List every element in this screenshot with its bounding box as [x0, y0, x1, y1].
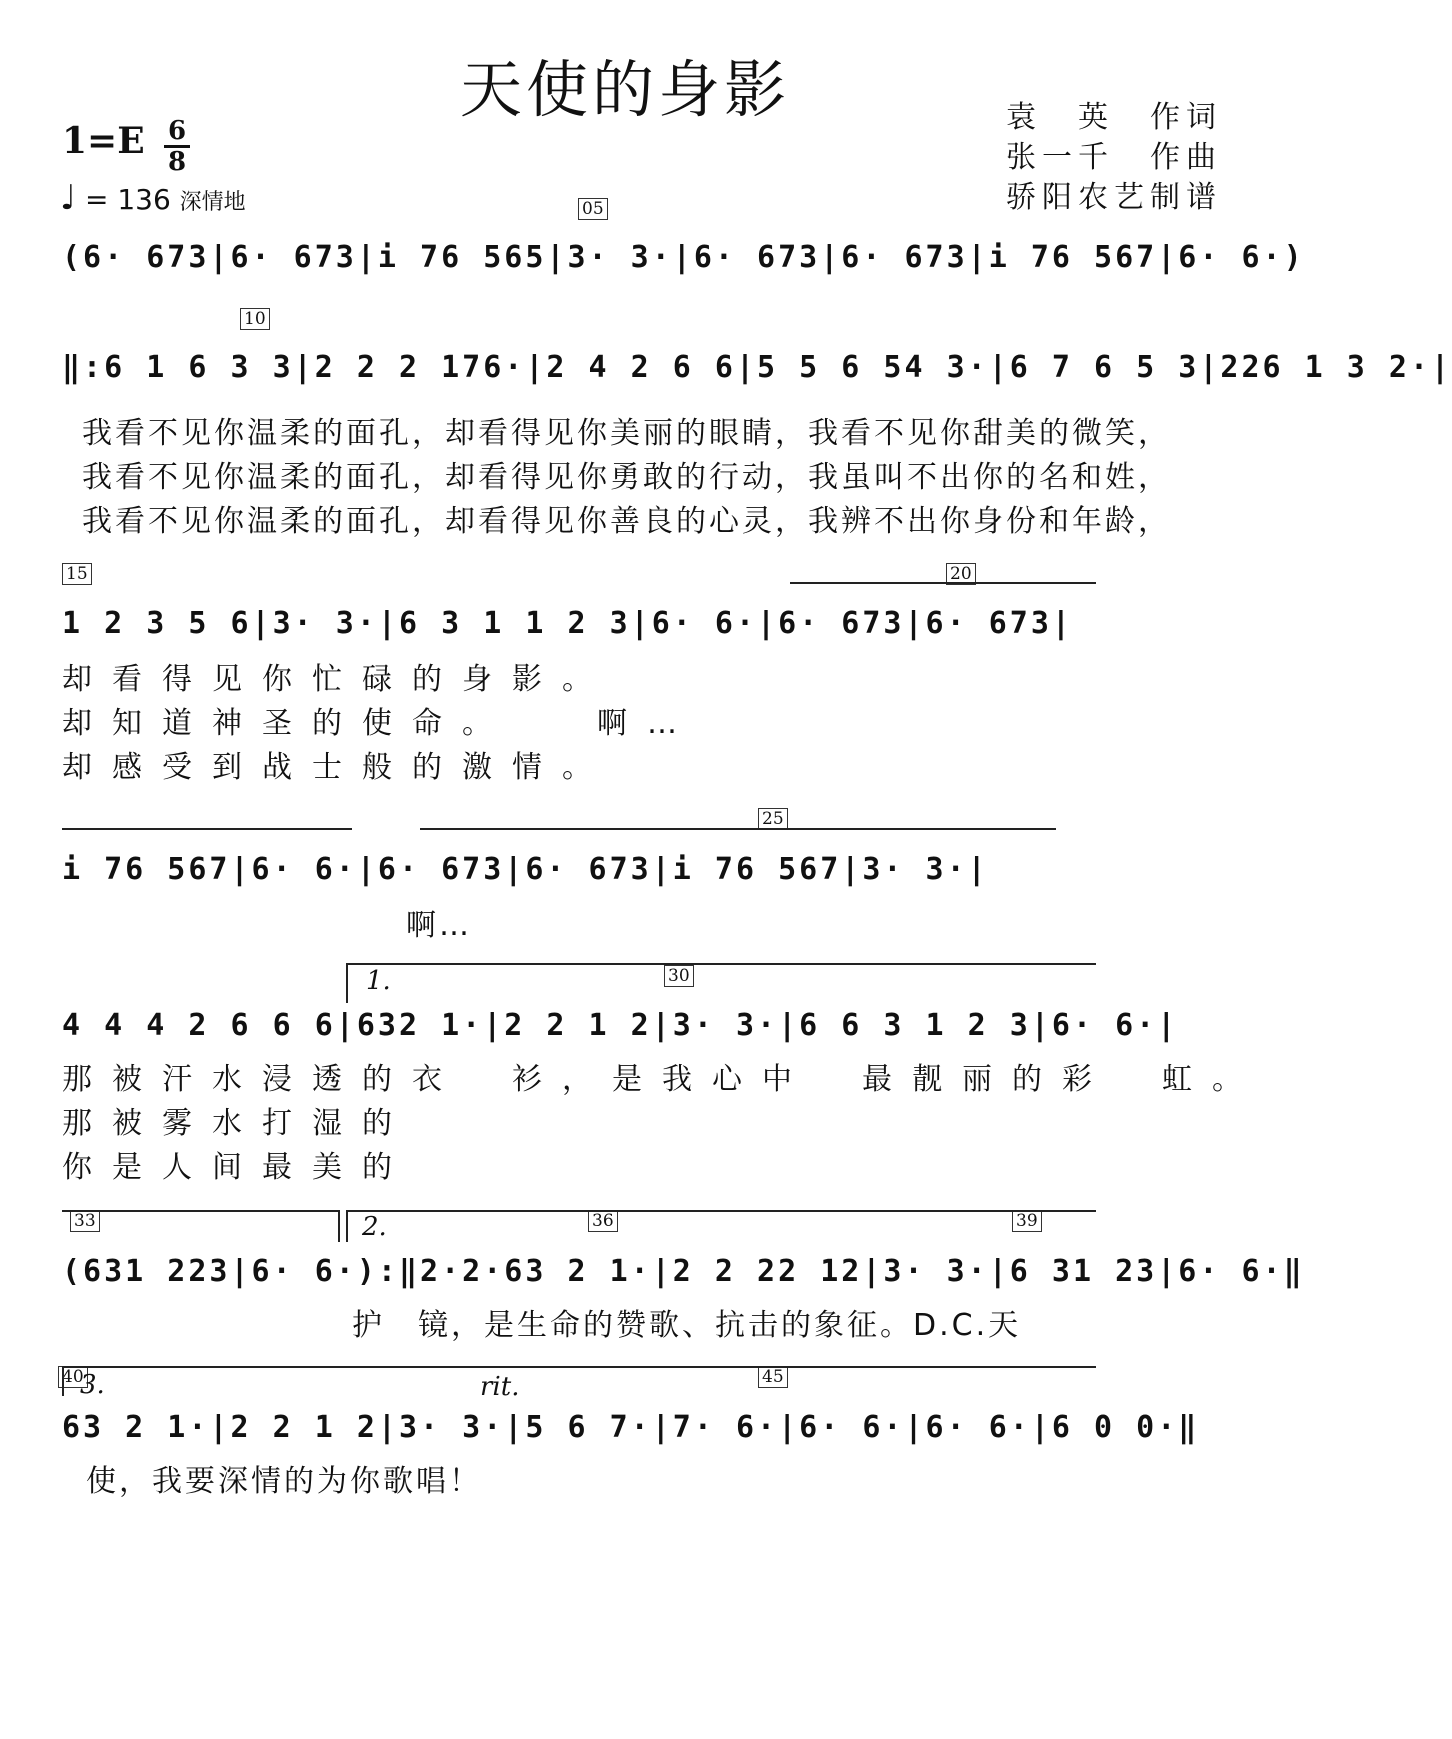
measure-number: 33	[70, 1210, 100, 1232]
slur-line	[420, 828, 1056, 830]
measure-number: 30	[664, 965, 694, 987]
lyric-line-verse-2: 我看不见你温柔的面孔，却看得见你勇敢的行动，我虽叫不出你的名和姓，	[82, 460, 1171, 495]
first-ending-label: 1.	[366, 966, 391, 996]
measure-number: 39	[1012, 1210, 1042, 1232]
time-signature-top: 6	[167, 116, 187, 146]
lyric-line-verse-2: 那被雾水打湿的	[62, 1106, 412, 1141]
second-ending-bracket-edge	[346, 1210, 348, 1242]
first-ending-bracket	[346, 963, 1096, 965]
lyric-line-third-ending: 使，我要深情的为你歌唱！	[86, 1464, 482, 1499]
tempo-term: 深情地	[179, 190, 246, 215]
time-signature	[162, 118, 192, 175]
notation-row: (631 223|6· 6·):‖2·2·63 2 1·|2 2 22 12|3· 3·|6 31 23|6· 6·‖	[62, 1254, 1305, 1289]
lyric-line-verse-2: 却知道神圣的使命。 啊…	[62, 706, 697, 741]
lyric-line-verse-1: 那被汗水浸透的衣 衫，是我心中 最靓丽的彩 虹。	[62, 1062, 1262, 1097]
notation-row: ‖:6 1 6 3 3|2 2 2 176·|2 4 2 6 6|5 5 6 54 3·|6 7 6 5 3|226 1 3 2·|	[62, 350, 1452, 385]
slur-line	[790, 582, 1096, 584]
notation-row: 63 2 1·|2 2 1 2|3· 3·|5 6 7·|7· 6·|6· 6·|6· 6·|6 0 0·‖	[62, 1410, 1200, 1445]
third-ending-bracket	[62, 1366, 1096, 1368]
first-ending-bracket-continued	[62, 1210, 338, 1212]
lyric-line-verse-3: 你是人间最美的	[62, 1150, 412, 1185]
measure-number: 25	[758, 808, 788, 830]
key-signature: 1=E	[62, 120, 145, 162]
measure-number: 05	[578, 198, 608, 220]
arranger-credit: 骄阳农艺制谱	[1006, 180, 1222, 215]
second-ending-bracket	[346, 1210, 1096, 1212]
notation-row: 4 4 4 2 6 6 6|632 1·|2 2 1 2|3· 3·|6 6 3 1 2 3|6· 6·|	[62, 1008, 1179, 1043]
lyric-line-verse-1: 我看不见你温柔的面孔，却看得见你美丽的眼睛，我看不见你甜美的微笑，	[82, 416, 1171, 451]
quarter-note-icon: ♩	[60, 178, 77, 218]
ritardando-marking: rit.	[480, 1372, 520, 1402]
time-signature-bottom: 8	[167, 147, 187, 177]
measure-number: 20	[946, 563, 976, 585]
notation-row: (6· 673|6· 673|i 76 565|3· 3·|6· 673|6· 673|i 76 567|6· 6·)	[62, 240, 1305, 275]
measure-number: 15	[62, 563, 92, 585]
lyric-line-verse-3: 却感受到战士般的激情。	[62, 750, 612, 785]
lyric-line-second-ending: 护 镜，是生命的赞歌、抗击的象征。D.C.天	[352, 1308, 1022, 1343]
lyric-line-verse-3: 我看不见你温柔的面孔，却看得见你善良的心灵，我辨不出你身份和年龄，	[82, 504, 1171, 539]
notation-row: 1 2 3 5 6|3· 3·|6 3 1 1 2 3|6· 6·|6· 673|6· 673|	[62, 606, 1073, 641]
measure-number: 45	[758, 1366, 788, 1388]
notation-row: i 76 567|6· 6·|6· 673|6· 673|i 76 567|3· 3·|	[62, 852, 989, 887]
tempo-marking	[60, 178, 246, 218]
first-ending-bracket-edge	[338, 1210, 340, 1242]
tempo-value: = 136	[84, 183, 171, 216]
first-ending-bracket-edge	[346, 963, 348, 1003]
third-ending-bracket-edge	[62, 1366, 64, 1396]
song-title: 天使的身影	[459, 53, 790, 126]
measure-number: 36	[588, 1210, 618, 1232]
third-ending-label: 3.	[80, 1370, 105, 1400]
measure-number: 10	[240, 308, 270, 330]
lyric-line-verse-1: 却看得见你忙碌的身影。	[62, 662, 612, 697]
lyricist-credit: 袁 英 作词	[1006, 100, 1222, 135]
composer-credit: 张一千 作曲	[1006, 140, 1222, 175]
slur-line	[62, 828, 352, 830]
second-ending-label: 2.	[362, 1212, 387, 1242]
lyric-line-vocalise: 啊…	[406, 908, 472, 943]
measure-number: 40	[58, 1366, 88, 1388]
